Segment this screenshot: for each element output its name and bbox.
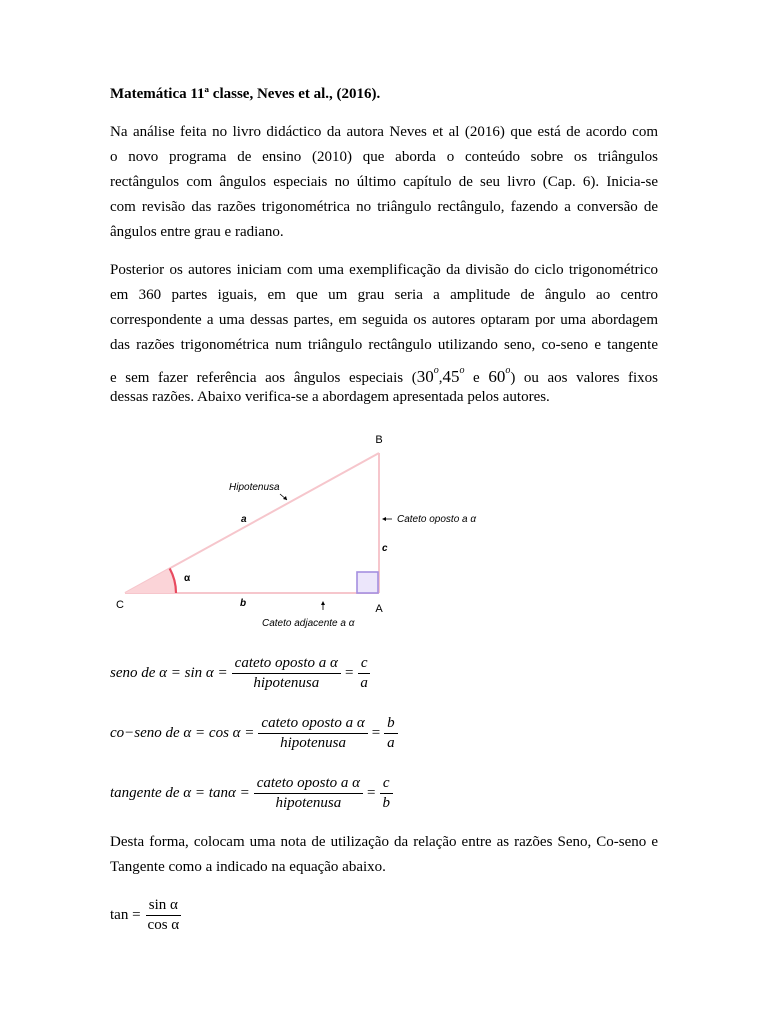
denominator: hipotenusa (275, 795, 342, 811)
numerator: c (358, 654, 371, 674)
paragraph-line: Posterior os autores iniciam com uma exemplificação da divisão do ciclo trigonométrico (110, 262, 658, 278)
fraction (357, 654, 371, 693)
numerator: cateto oposto a α (254, 774, 363, 794)
denominator: hipotenusa (280, 735, 346, 751)
denominator: cos α (147, 917, 180, 933)
fraction (258, 714, 367, 753)
denominator: b (382, 795, 390, 811)
numerator: cateto oposto a α (258, 714, 367, 734)
fraction (145, 896, 183, 935)
vertex-a-label: A (375, 603, 383, 615)
equation-lhs: tangente de α = tanα = (110, 785, 250, 801)
fraction (254, 774, 363, 813)
paragraph-line: Desta forma, colocam uma nota de utilização da relação entre as razões Seno, Co-seno e (110, 834, 658, 850)
paragraph-line: das razões trigonométrica num triângulo rectângulo utilizando seno, co-seno e tangente (110, 337, 658, 353)
arrow-up-icon (321, 601, 325, 605)
paragraph-line: Tangente como a indicado na equação abaixo. (110, 859, 386, 875)
text-fragment: e sem fazer referência aos ângulos especiais ( (110, 370, 417, 386)
denominator: a (387, 735, 395, 751)
cosine-equation (110, 714, 402, 753)
degree-sign: o (505, 365, 511, 376)
equals-sign: = (371, 725, 381, 741)
vertex-b-label: B (375, 434, 383, 446)
adjacent-side-label: Cateto adjacente a α (262, 618, 355, 629)
tangent-equation (110, 774, 397, 813)
section-heading: Matemática 11ª classe, Neves et al., (2016). (110, 86, 381, 102)
angle-label: α (184, 573, 191, 584)
text-fragment: ) ou aos valores fixos (510, 370, 659, 386)
paragraph-line: correspondente a uma dessas partes, em seguida os autores optaram por uma abordagem (110, 312, 658, 328)
arrow-left-icon (382, 517, 386, 521)
angle-30: 30 (416, 367, 434, 386)
fraction (232, 654, 341, 693)
numerator: sin α (146, 896, 181, 916)
paragraph-line: ângulos entre grau e radiano. (110, 224, 284, 240)
numerator: b (384, 714, 398, 734)
paragraph-3 (110, 830, 658, 880)
hypotenuse-label: Hipotenusa (229, 482, 280, 493)
paragraph-line: rectângulos com ângulos especiais no último capítulo de seu livro (Cap. 6). Inicia-se (110, 174, 658, 190)
numerator: cateto oposto a α (232, 654, 341, 674)
right-angle-marker (357, 572, 378, 593)
ratio-equation (110, 896, 186, 935)
paragraph-line: dessas razões. Abaixo verifica-se a abordagem apresentada pelos autores. (110, 389, 550, 405)
paragraph-line-angles: e sem fazer referência aos ângulos especiais (30$^o$,45$^o$ e 60$^o$) ou aos valores fixos (110, 365, 659, 386)
paragraph-line: com revisão das razões trigonométrica no triângulo rectângulo, fazendo a conversão de (110, 199, 658, 215)
equation-lhs: tan = (110, 907, 141, 923)
equals-sign: = (367, 785, 376, 801)
paragraph-2 (110, 258, 658, 410)
paragraph-line: o novo programa de ensino (2010) que aborda o conteúdo sobre os triângulos (110, 149, 658, 165)
text-fragment: e (473, 370, 480, 386)
hypotenuse-side (125, 453, 379, 593)
opposite-side-label: Cateto oposto a α (397, 514, 477, 525)
side-a-label: a (241, 514, 247, 525)
angle-45: 45 (442, 367, 460, 386)
fraction (379, 774, 393, 813)
triangle-shape (125, 453, 379, 593)
angle-60: 60 (488, 367, 506, 386)
denominator: hipotenusa (253, 675, 320, 691)
side-c-label: c (382, 543, 388, 554)
paragraph-line: Na análise feita no livro didáctico da autora Neves et al (2016) que está de acordo com (110, 124, 658, 140)
paragraph-1 (110, 120, 658, 245)
side-b-label: b (240, 598, 247, 609)
denominator: a (360, 675, 368, 691)
fraction (384, 714, 398, 753)
vertex-c-label: C (116, 599, 124, 611)
right-triangle-figure (0, 430, 768, 640)
equation-lhs: seno de α = sin α = (110, 665, 228, 681)
degree-sign: o (433, 365, 439, 376)
numerator: c (380, 774, 393, 794)
paragraph-line: em 360 partes iguais, em que um grau seria a amplitude de ângulo ao centro (110, 287, 658, 303)
angle-sector (125, 569, 176, 594)
equals-sign: = (344, 665, 354, 681)
equation-lhs: co−seno de α = cos α = (110, 725, 255, 741)
sine-equation (110, 654, 375, 693)
degree-sign: o (459, 365, 465, 376)
